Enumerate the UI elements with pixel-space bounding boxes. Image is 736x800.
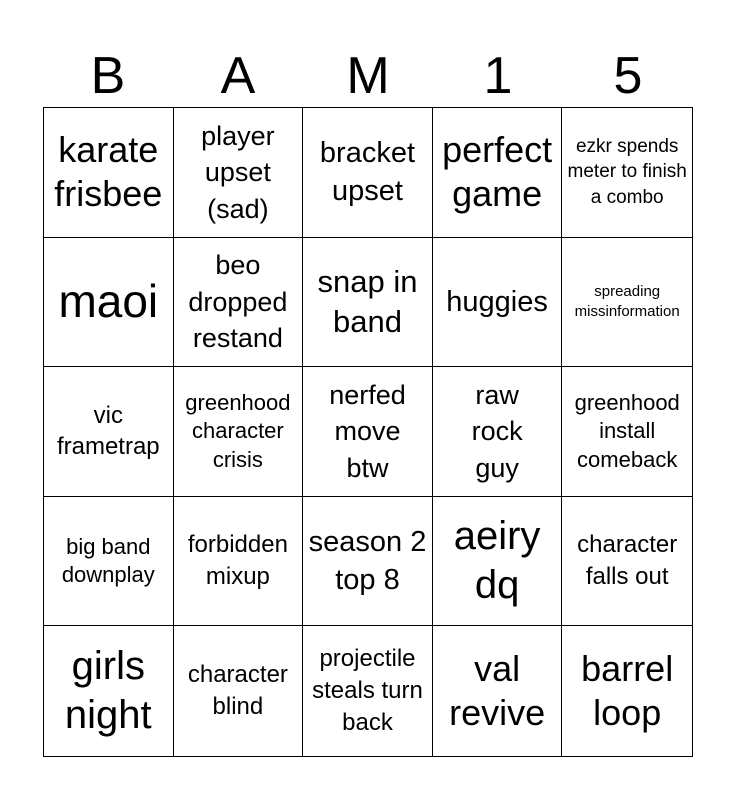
- bingo-cell-text: big band downplay: [61, 533, 155, 588]
- bingo-cell[interactable]: [174, 367, 304, 497]
- bingo-cell[interactable]: [562, 626, 692, 756]
- bingo-cell-text: raw rock guy: [471, 379, 523, 483]
- bingo-cell[interactable]: [44, 238, 174, 368]
- bingo-cell-text: character falls out: [577, 531, 678, 591]
- bingo-cell[interactable]: [44, 367, 174, 497]
- bingo-cell-text: girls night: [64, 644, 152, 738]
- bingo-cell[interactable]: [303, 626, 433, 756]
- bingo-cell-text: snap in band: [317, 263, 418, 339]
- bingo-cell-text: greenhood install comeback: [574, 390, 680, 472]
- bingo-cell[interactable]: [433, 238, 563, 368]
- bingo-cell-text: karate frisbee: [54, 129, 163, 215]
- bingo-cell-text: projectile steals turn back: [312, 645, 423, 737]
- bingo-cell[interactable]: [433, 626, 563, 756]
- bingo-cell[interactable]: [174, 108, 304, 238]
- bingo-cell[interactable]: [562, 497, 692, 627]
- bingo-cell-text: huggies: [446, 285, 548, 318]
- bingo-cell-text: nerfed move btw: [329, 379, 406, 483]
- bingo-cell-text: vic frametrap: [56, 401, 160, 461]
- bingo-cell-text: barrel loop: [581, 648, 674, 734]
- bingo-cell[interactable]: [303, 497, 433, 627]
- bingo-cell[interactable]: [303, 108, 433, 238]
- header-letter-a: A: [220, 47, 256, 105]
- bingo-cell-text: spreading missinformation: [574, 282, 680, 320]
- header-letter-1: 1: [483, 47, 513, 105]
- bingo-cell-text: aeiry dq: [453, 514, 541, 608]
- bingo-cell-text: season 2 top 8: [308, 525, 427, 597]
- header-letter-m: M: [346, 47, 390, 105]
- bingo-cell-text: character blind: [187, 661, 288, 721]
- bingo-cell[interactable]: [433, 497, 563, 627]
- bingo-cell[interactable]: [174, 626, 304, 756]
- bingo-cell-text: forbidden mixup: [187, 531, 288, 591]
- bingo-cell[interactable]: [174, 238, 304, 368]
- bingo-cell[interactable]: [44, 626, 174, 756]
- bingo-cell-text: player upset (sad): [201, 120, 275, 224]
- bingo-cell-text: maoi: [58, 275, 159, 328]
- header-letter-5: 5: [613, 47, 643, 105]
- bingo-cell[interactable]: [562, 238, 692, 368]
- bingo-cell[interactable]: [44, 108, 174, 238]
- bingo-board: [43, 107, 693, 757]
- bingo-cell[interactable]: [433, 367, 563, 497]
- bingo-cell[interactable]: [562, 367, 692, 497]
- bingo-header: [43, 44, 693, 108]
- bingo-cell-text: beo dropped restand: [188, 250, 288, 354]
- bingo-cell-text: perfect game: [442, 129, 553, 215]
- bingo-cell[interactable]: [433, 108, 563, 238]
- bingo-cell[interactable]: [303, 238, 433, 368]
- header-letter-b: B: [90, 47, 126, 105]
- bingo-cell[interactable]: [562, 108, 692, 238]
- bingo-cell-text: val revive: [449, 648, 546, 734]
- bingo-cell[interactable]: [44, 497, 174, 627]
- bingo-cell-text: greenhood character crisis: [185, 390, 291, 472]
- bingo-cell[interactable]: [303, 367, 433, 497]
- bingo-cell-text: ezkr spends meter to finish a combo: [567, 135, 687, 209]
- bingo-cell[interactable]: [174, 497, 304, 627]
- bingo-cell-text: bracket upset: [319, 136, 416, 208]
